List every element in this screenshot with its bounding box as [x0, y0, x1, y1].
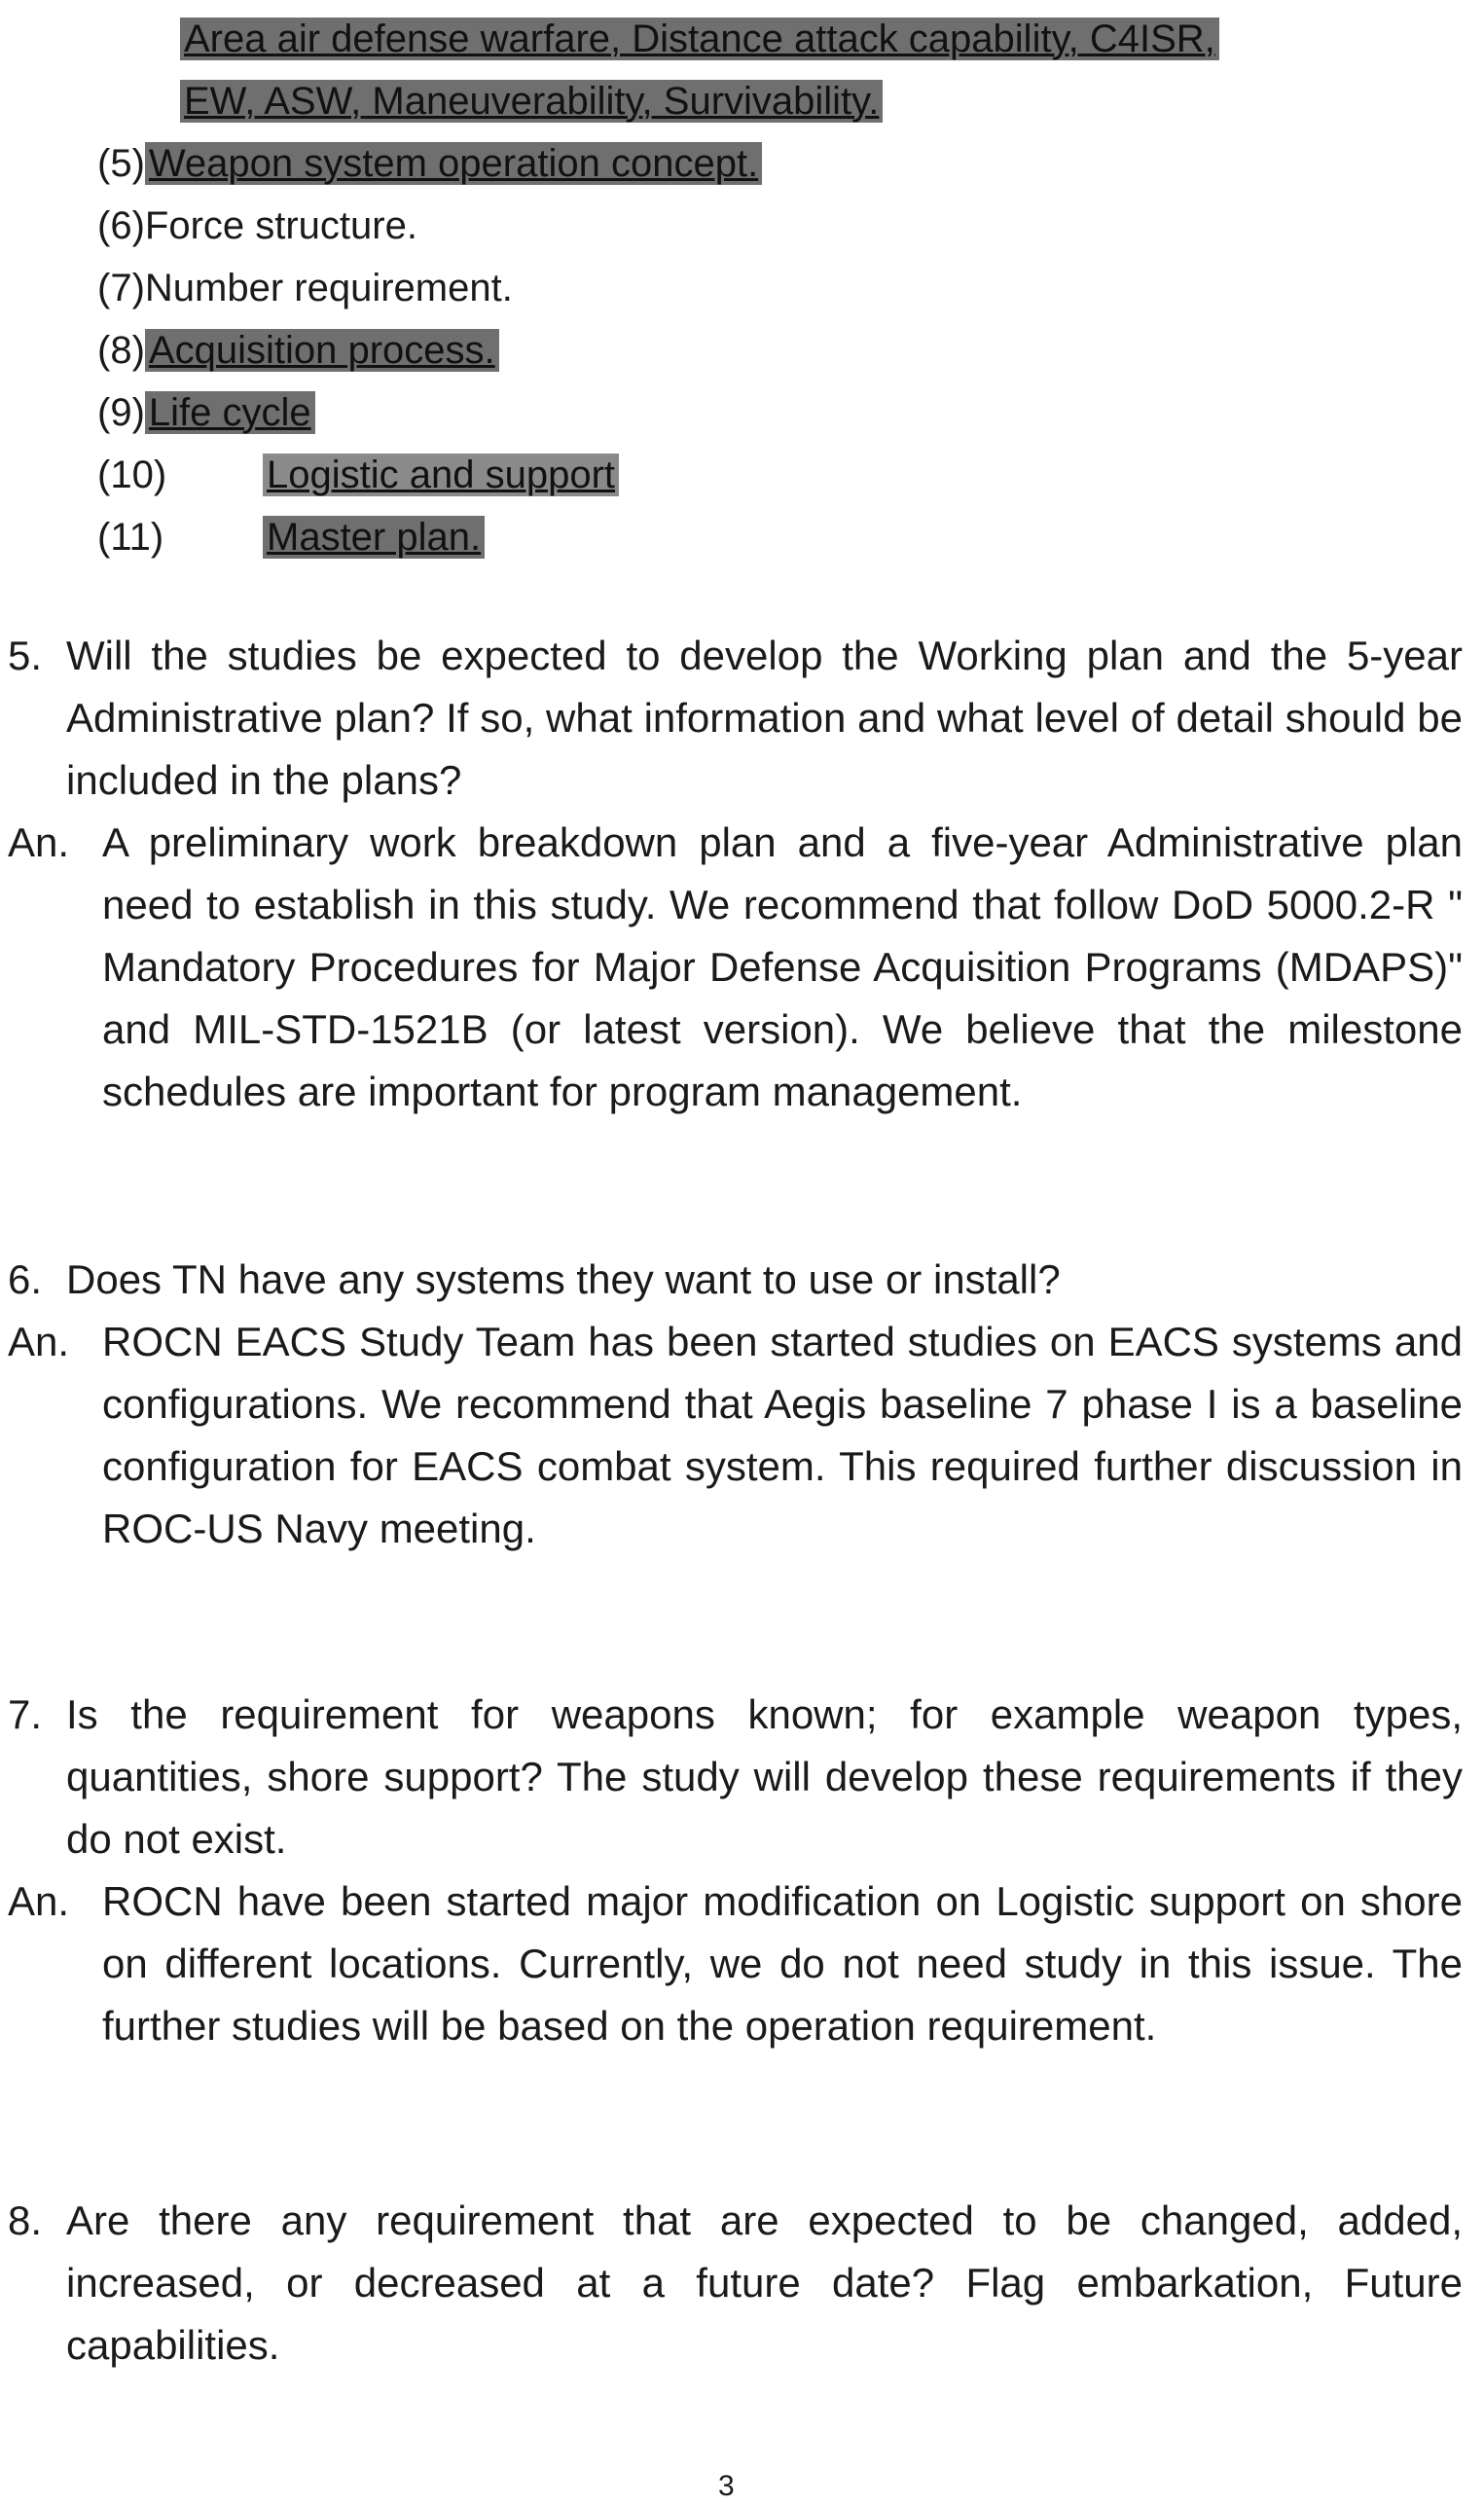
redacted-text: Life cycle [145, 391, 315, 434]
list-item-number: (6) [97, 204, 145, 247]
list-item [97, 195, 1479, 257]
list-item-text: Force structure. [144, 204, 417, 247]
list-item [97, 381, 1479, 444]
redacted-text: Area air defense warfare, Distance attack capability, C4ISR, [180, 18, 1219, 60]
redacted-text: EW, ASW, Maneuverability, Survivability. [180, 80, 883, 123]
answer [0, 1311, 1484, 1560]
question [0, 625, 1484, 812]
qa-block [0, 625, 1484, 1123]
list-item-number: (5) [97, 142, 145, 185]
page-number: 3 [718, 2470, 735, 2502]
answer-text: ROCN have been started major modification on Logistic support on shore on different locations. Currently, we do not need study in this issue. The further studies will be based on the operation requirement. [102, 1878, 1463, 2049]
requirement-list [97, 8, 1479, 568]
list-continuation-line [180, 70, 1479, 132]
list-continuation-line [180, 8, 1479, 70]
qa-block [0, 1249, 1484, 1560]
list-item-number: (10) [97, 454, 167, 496]
answer-label: An. [8, 1878, 70, 1924]
qa-block [0, 2190, 1484, 2377]
question-text: Does TN have any systems they want to use or install? [66, 1256, 1061, 1302]
question-number: 6. [8, 1256, 43, 1302]
list-item [97, 132, 1479, 195]
list-item [97, 257, 1479, 319]
list-item [97, 444, 1479, 506]
question-text: Is the requirement for weapons known; for example weapon types, quantities, shore support? The study will develop these requirements if they do not exist. [66, 1691, 1463, 1862]
question-number: 5. [8, 633, 43, 678]
list-item [97, 319, 1479, 381]
answer-text: ROCN EACS Study Team has been started studies on EACS systems and configurations. We recommend that Aegis baseline 7 phase I is a baseline configuration for EACS combat system. This required further discussion in ROC-US Navy meeting. [102, 1319, 1463, 1551]
redacted-text: Acquisition process. [145, 329, 499, 372]
question [0, 2190, 1484, 2377]
question-text: Are there any requirement that are expected to be changed, added, increased, or decreased at a future date? Flag embarkation, Future capabilities. [66, 2197, 1463, 2368]
qa-block [0, 1684, 1484, 2057]
question-number: 7. [8, 1691, 43, 1737]
question-text: Will the studies be expected to develop the Working plan and the 5-year Administrative plan? If so, what information and what level of detail should be included in the plans? [66, 633, 1463, 803]
list-item-text: Number requirement. [144, 267, 513, 309]
question [0, 1684, 1484, 1870]
question [0, 1249, 1484, 1311]
answer-text: A preliminary work breakdown plan and a five-year Administrative plan need to establish in this study. We recommend that follow DoD 5000.2-R " Mandatory Procedures for Major Defense Acquisition Programs (MDAPS)" and MIL-STD-1521B (or latest version). We believe that the milestone schedules are important for program management. [102, 819, 1463, 1114]
answer [0, 812, 1484, 1123]
redacted-text: Master plan. [263, 516, 485, 559]
list-item-number: (7) [97, 267, 145, 309]
answer-label: An. [8, 819, 70, 865]
answer-label: An. [8, 1319, 70, 1364]
redacted-text: Weapon system operation concept. [145, 142, 762, 185]
question-number: 8. [8, 2197, 43, 2243]
list-item-number: (8) [97, 329, 145, 372]
answer [0, 1870, 1484, 2057]
redacted-text: Logistic and support [263, 454, 619, 496]
list-item-number: (11) [97, 516, 164, 559]
list-item [97, 506, 1479, 568]
list-item-number: (9) [97, 391, 145, 434]
